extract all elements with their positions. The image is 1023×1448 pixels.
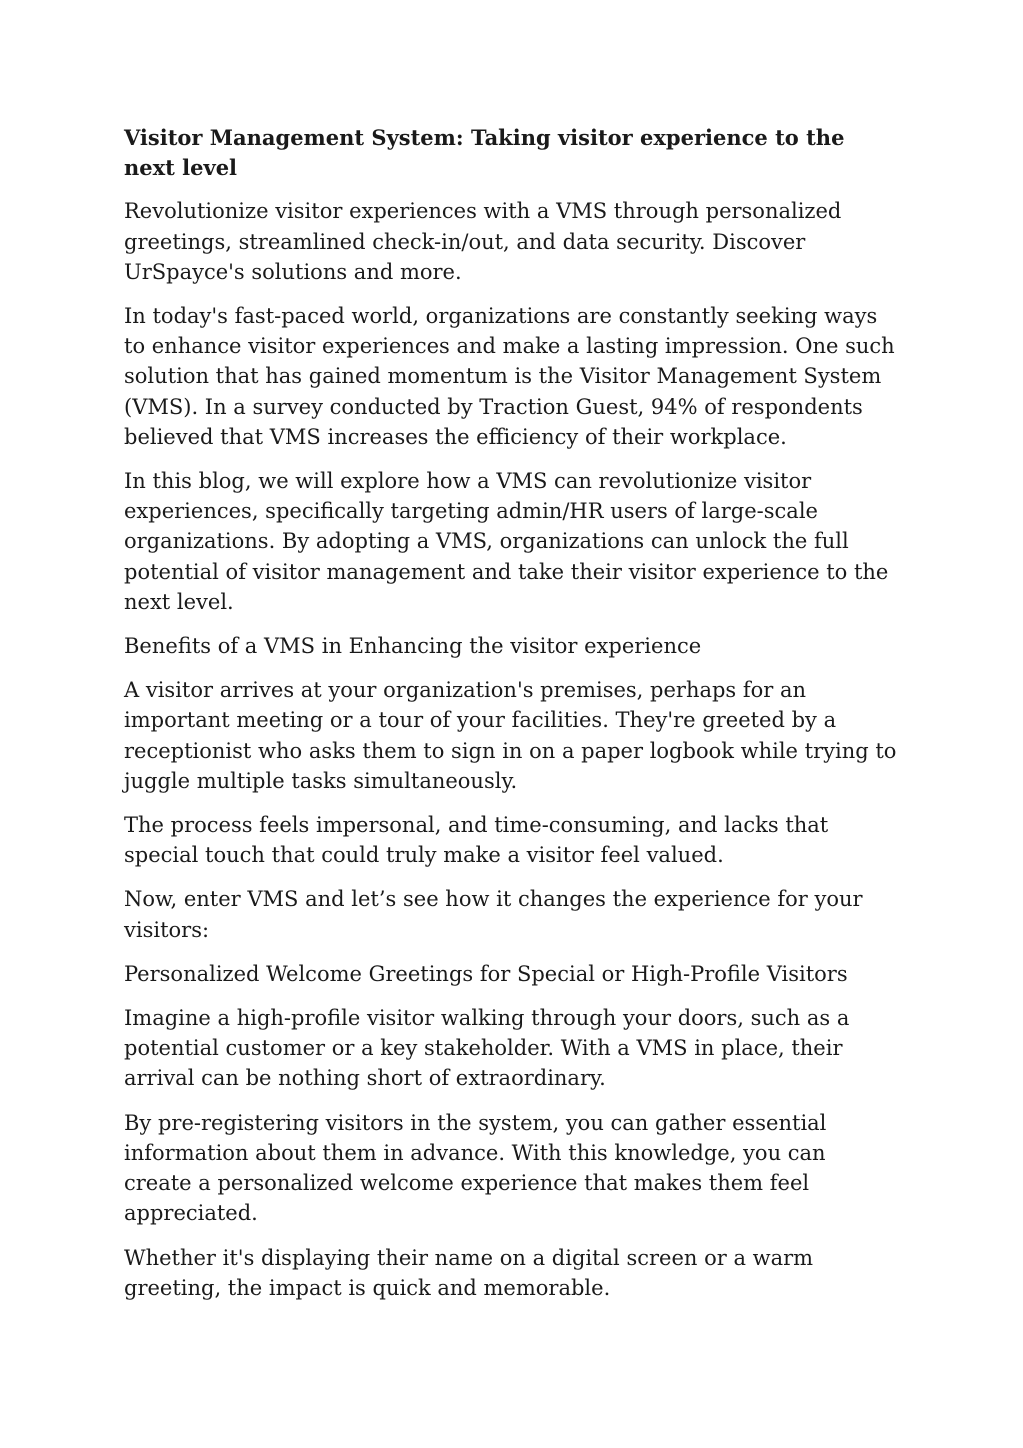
section-heading-personalized-greetings: Personalized Welcome Greetings for Special or High-Profile Visitors [124, 961, 848, 986]
document-body [124, 123, 899, 1317]
paragraph-pre-registering: By pre-registering visitors in the system, you can gather essential information about them in advance. With this knowledge, you can create a personalized welcome experience that makes them feel appreciated. [124, 1110, 827, 1226]
paragraph-enter-vms: Now, enter VMS and let’s see how it changes the experience for your visitors: [124, 887, 863, 942]
intro-paragraph: Revolutionize visitor experiences with a VMS through personalized greetings, streamlined check-in/out, and data security. Discover UrSpayce's solutions and more. [124, 199, 842, 284]
paragraph-digital-screen: Whether it's displaying their name on a digital screen or a warm greeting, the impact is quick and memorable. [124, 1245, 814, 1300]
document-title: Visitor Management System: Taking visitor experience to the next level [124, 125, 845, 181]
paragraph-impersonal-process: The process feels impersonal, and time-consuming, and lacks that special touch that could truly make a visitor feel valued. [124, 813, 829, 868]
paragraph-visitor-arrives: A visitor arrives at your organization's premises, perhaps for an important meeting or a tour of your facilities. They're greeted by a receptionist who asks them to sign in on a paper logbook while trying to juggle multiple tasks simultaneously. [124, 678, 897, 793]
section-heading-benefits: Benefits of a VMS in Enhancing the visitor experience [124, 634, 702, 659]
paragraph-context: In today's fast-paced world, organizations are constantly seeking ways to enhance visitor experiences and make a lasting impression. One such solution that has gained momentum is the Visitor Management System (VMS). In a survey conducted by Traction Guest, 94% of respondents believed that VMS increases the efficiency of their workplace. [124, 304, 895, 449]
paragraph-high-profile-visitor: Imagine a high-profile visitor walking through your doors, such as a potential customer or a key stakeholder. With a VMS in place, their arrival can be nothing short of extraordinary. [124, 1006, 850, 1091]
paragraph-blog-scope: In this blog, we will explore how a VMS can revolutionize visitor experiences, specifically targeting admin/HR users of large-scale organizations. By adopting a VMS, organizations can unlock the full potential of visitor management and take their visitor experience to the next level. [124, 469, 889, 614]
